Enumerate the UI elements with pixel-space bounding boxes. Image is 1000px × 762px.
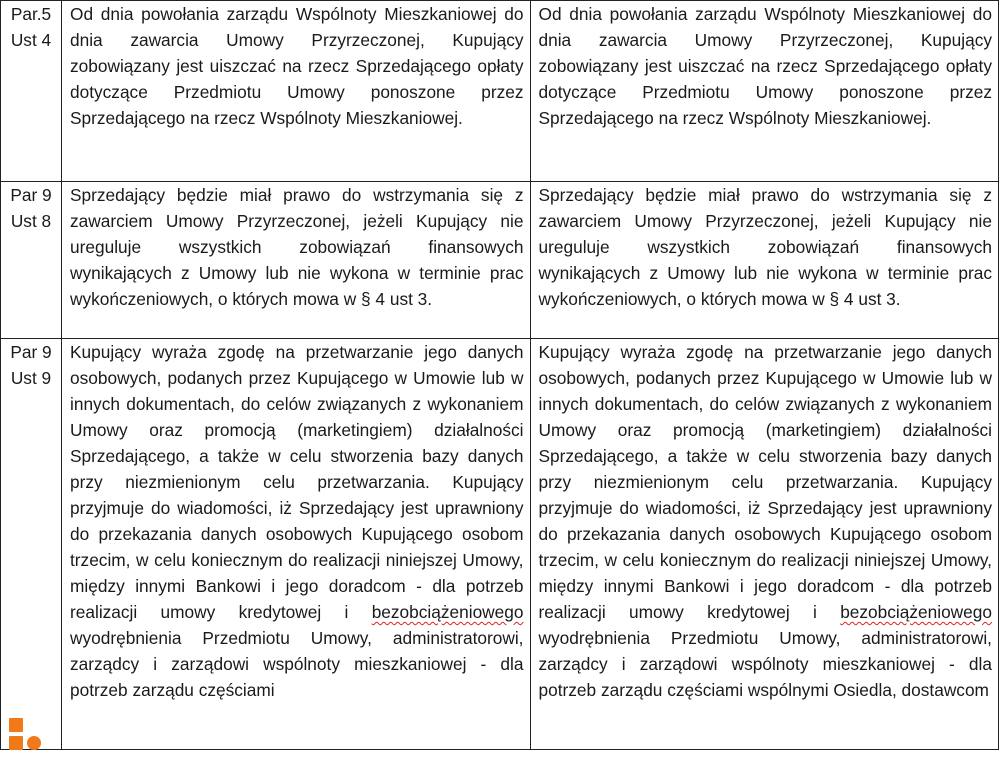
original-clause-text: Sprzedający będzie miał prawo do wstrzymania się z zawarciem Umowy Przyrzeczonej, jeżeli Kupujący nie ureguluje wszystkich zobowiązań finansowych wynikających z Umowy lub nie wykona w terminie prac wykończeniowych, o których mowa w § 4 ust 3. [62, 182, 531, 339]
clause-reference [1, 339, 62, 750]
table-row [1, 182, 999, 339]
clause-reference [1, 1, 62, 182]
orange-squares-logo-icon [7, 716, 43, 756]
clause-text-segment: Kupujący wyraża zgodę na przetwarzanie jego danych osobowych, podanych przez Kupującego w Umowie lub w innych dokumentach, do celów związanych z wykonaniem Umowy oraz promocją (marketingiem) działalności Sprzedającego, a także w celu stworzenia bazy danych przy niezmienionym celu przetwarzania. Kupujący przyjmuje do wiadomości, iż Sprzedający jest uprawniony do przekazania danych osobowych Kupującego osobom trzecim, w celu koniecznym do realizacji niniejszej Umowy, między innymi Bankowi i jego doradcom - dla potrzeb realizacji umowy kredytowej i [70, 342, 524, 622]
original-clause-text [62, 339, 531, 750]
clause-section: Ust 8 [10, 211, 52, 231]
clause-paragraph: Par 9 [10, 342, 52, 362]
clause-section: Ust 9 [10, 368, 52, 388]
clause-text-segment: wyodrębnienia Przedmiotu Umowy, administratorowi, zarządcy i zarządowi wspólnoty mieszkaniowej - dla potrzeb zarządu częściami [70, 628, 524, 700]
table-row [1, 1, 999, 182]
original-clause-text: Od dnia powołania zarządu Wspólnoty Mieszkaniowej do dnia zawarcia Umowy Przyrzeczonej, Kupujący zobowiązany jest uiszczać na rzecz Sprzedającego opłaty dotyczące Przedmiotu Umowy ponoszone przez Sprzedającego na rzecz Wspólnoty Mieszkaniowej. [62, 1, 531, 182]
clause-section: Ust 4 [10, 30, 52, 50]
spellcheck-flagged-word: bezobciążeniowego [371, 602, 524, 622]
clause-paragraph: Par.5 [10, 4, 52, 24]
clause-text-segment: wyodrębnienia Przedmiotu Umowy, administratorowi, zarządcy i zarządowi wspólnoty mieszkaniowej - dla potrzeb zarządu częściami wspólnymi Osiedla, dostawcom [538, 628, 992, 700]
logo-circle [27, 736, 41, 750]
proposed-clause-text: Sprzedający będzie miał prawo do wstrzymania się z zawarciem Umowy Przyrzeczonej, jeżeli Kupujący nie ureguluje wszystkich zobowiązań finansowych wynikających z Umowy lub nie wykona w terminie prac wykończeniowych, o których mowa w § 4 ust 3. [530, 182, 999, 339]
clause-text-segment: Kupujący wyraża zgodę na przetwarzanie jego danych osobowych, podanych przez Kupującego w Umowie lub w innych dokumentach, do celów związanych z wykonaniem Umowy oraz promocją (marketingiem) działalności Sprzedającego, a także w celu stworzenia bazy danych przy niezmienionym celu przetwarzania. Kupujący przyjmuje do wiadomości, iż Sprzedający jest uprawniony do przekazania danych osobowych Kupującego osobom trzecim, w celu koniecznym do realizacji niniejszej Umowy, między innymi Bankowi i jego doradcom - dla potrzeb realizacji umowy kredytowej i [538, 342, 992, 622]
logo-square-bottom [9, 736, 23, 750]
table-row [1, 339, 999, 750]
clause-paragraph: Par 9 [10, 185, 52, 205]
clause-reference [1, 182, 62, 339]
proposed-clause-text [530, 339, 999, 750]
logo-square-top [9, 718, 23, 732]
proposed-clause-text: Od dnia powołania zarządu Wspólnoty Mieszkaniowej do dnia zawarcia Umowy Przyrzeczonej, Kupujący zobowiązany jest uiszczać na rzecz Sprzedającego opłaty dotyczące Przedmiotu Umowy ponoszone przez Sprzedającego na rzecz Wspólnoty Mieszkaniowej. [530, 1, 999, 182]
spellcheck-flagged-word: bezobciążeniowego [840, 602, 992, 622]
